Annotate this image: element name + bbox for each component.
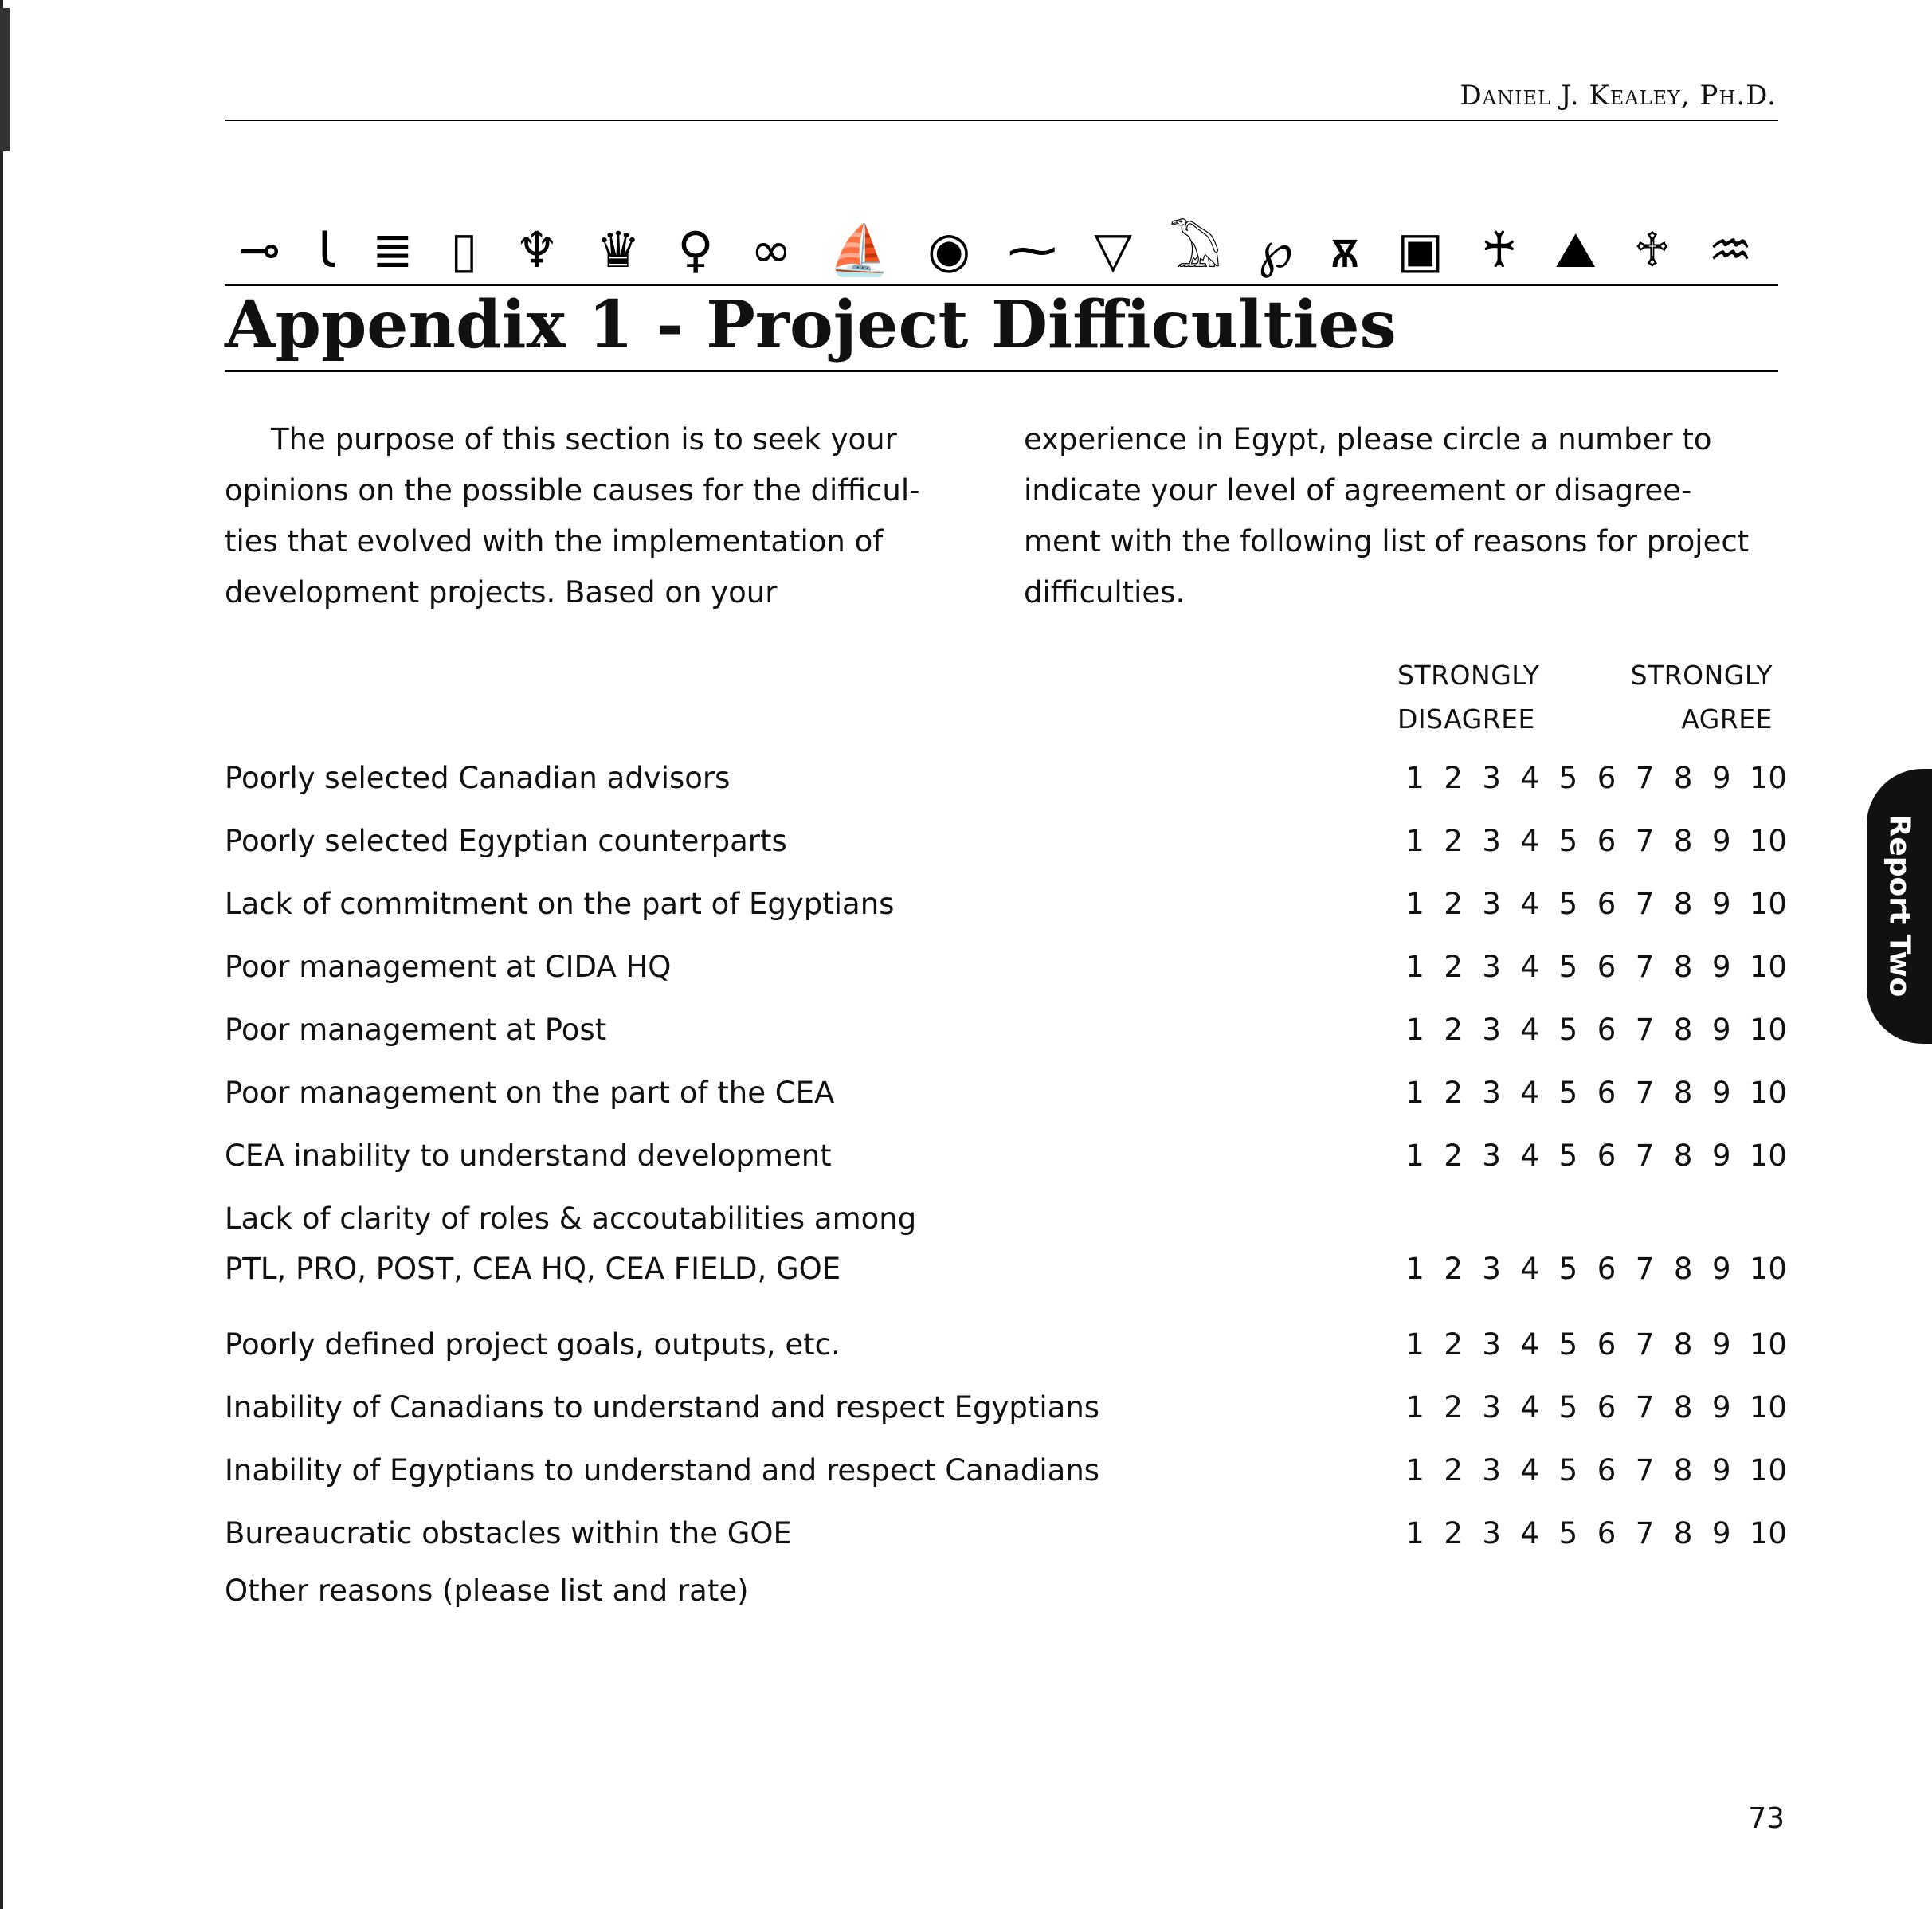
rating-option[interactable]: 10 [1749,1076,1787,1110]
rating-option[interactable]: 8 [1673,1139,1693,1173]
intro-left-line: The purpose of this section is to seek your [271,422,897,457]
rating-option[interactable]: 10 [1749,1252,1787,1286]
rating-option[interactable]: 6 [1597,1390,1617,1425]
rating-option[interactable]: 9 [1711,1327,1731,1362]
hieroglyph-icon: ⁓ [1007,221,1057,279]
rating-option[interactable]: 10 [1749,1453,1787,1488]
hieroglyph-icon: ♱ [1633,221,1671,279]
page-left-edge [0,0,3,1909]
rating-option[interactable]: 5 [1558,1327,1578,1362]
rating-option[interactable]: 2 [1444,1390,1463,1425]
rating-scale [1405,824,1787,859]
rating-option[interactable]: 1 [1405,1013,1425,1047]
hieroglyph-icon: ♒ [1708,221,1753,279]
rating-option[interactable]: 8 [1673,824,1693,858]
rating-option[interactable]: 3 [1482,1139,1501,1173]
rating-option[interactable]: 9 [1711,824,1731,858]
rating-option[interactable]: 1 [1405,1453,1425,1488]
rating-option[interactable]: 2 [1444,1013,1463,1047]
item-label [225,887,894,922]
hieroglyph-icon: ▽ [1094,221,1132,279]
rating-option[interactable]: 7 [1635,1013,1655,1047]
item-label [225,950,671,985]
rating-option[interactable]: 1 [1405,1327,1425,1362]
section-tab-label: Report Two [1883,814,1916,998]
rating-option[interactable]: 2 [1444,1076,1463,1110]
rating-option[interactable]: 7 [1635,1516,1655,1550]
rating-option[interactable]: 7 [1635,1076,1655,1110]
item-label-line: Poorly defined project goals, outputs, etc. [225,1327,841,1362]
rating-option[interactable]: 6 [1597,1076,1617,1110]
rating-option[interactable]: 7 [1635,824,1655,858]
rating-option[interactable]: 4 [1520,1327,1540,1362]
rating-option[interactable]: 10 [1749,887,1787,921]
hieroglyph-icon: ≣ [371,221,413,279]
rating-option[interactable]: 8 [1673,1516,1693,1550]
rating-option[interactable]: 1 [1405,824,1425,858]
hieroglyph-icon: ♰ [1480,221,1519,279]
rating-option[interactable]: 6 [1597,1453,1617,1488]
rating-option[interactable]: 9 [1711,1453,1731,1488]
rating-option[interactable]: 8 [1673,1252,1693,1286]
page-number: 73 [1748,1802,1785,1835]
rating-option[interactable]: 4 [1520,887,1540,921]
intro-right-line: indicate your level of agreement or disagree- [1024,473,1692,508]
rating-option[interactable]: 8 [1673,1327,1693,1362]
rating-option[interactable]: 9 [1711,1076,1731,1110]
item-label-line: Inability of Canadians to understand and respect Egyptians [225,1390,1100,1425]
rating-option[interactable]: 7 [1635,950,1655,984]
rating-option[interactable]: 1 [1405,950,1425,984]
item-label-line: Poor management on the part of the CEA [225,1076,835,1110]
hieroglyph-icon: ѫ [1330,221,1361,279]
rating-option[interactable]: 6 [1597,1327,1617,1362]
rating-option[interactable]: 1 [1405,1390,1425,1425]
rating-option[interactable]: 3 [1482,1252,1501,1286]
item-label [225,761,730,796]
rating-option[interactable]: 7 [1635,887,1655,921]
rating-option[interactable]: 10 [1749,1516,1787,1550]
rating-option[interactable]: 6 [1597,1139,1617,1173]
item-label-line: Poor management at CIDA HQ [225,950,672,984]
rating-option[interactable]: 5 [1558,1076,1578,1110]
rating-option[interactable]: 4 [1520,950,1540,984]
item-label-line: Lack of clarity of roles & accoutabilities among [225,1201,917,1236]
rating-option[interactable]: 1 [1405,887,1425,921]
rating-option[interactable]: 2 [1444,761,1463,795]
rating-option[interactable]: 6 [1597,761,1617,795]
hieroglyph-icon: ⛰ [1554,221,1597,279]
rating-option[interactable]: 3 [1482,1013,1501,1047]
rating-option[interactable]: 10 [1749,1139,1787,1173]
rating-option[interactable]: 3 [1482,1516,1501,1550]
rating-option[interactable]: 10 [1749,950,1787,984]
rating-option[interactable]: 6 [1597,1516,1617,1550]
hieroglyph-icon: 𓅐 [1169,221,1221,279]
item-label-line: Bureaucratic obstacles within the GOE [225,1516,792,1550]
rating-option[interactable]: 3 [1482,950,1501,984]
page-edge-mark [0,8,10,151]
hieroglyph-icon: ⛵ [829,221,891,279]
rating-option[interactable]: 1 [1405,1076,1425,1110]
hieroglyph-icon: ♛ [596,221,641,279]
rating-option[interactable]: 7 [1635,1327,1655,1362]
rating-option[interactable]: 2 [1444,1252,1463,1286]
title-bottom-rule [225,370,1778,372]
rating-option[interactable]: 4 [1520,761,1540,795]
rating-option[interactable]: 9 [1711,761,1731,795]
rating-option[interactable]: 3 [1482,1453,1501,1488]
rating-option[interactable]: 9 [1711,1390,1731,1425]
rating-scale [1405,761,1787,796]
rating-option[interactable]: 9 [1711,1252,1731,1286]
item-label [225,824,787,859]
rating-option[interactable]: 6 [1597,950,1617,984]
hieroglyph-icon: ♆ [515,221,559,279]
rating-option[interactable]: 10 [1749,1013,1787,1047]
rating-option[interactable]: 5 [1558,1013,1578,1047]
rating-option[interactable]: 5 [1558,1252,1578,1286]
rating-option[interactable]: 7 [1635,1252,1655,1286]
rating-option[interactable]: 10 [1749,824,1787,858]
scale-label-agree-word: AGREE [1681,704,1773,735]
rating-option[interactable]: 4 [1520,1139,1540,1173]
intro-right-line: experience in Egypt, please circle a number to [1024,422,1712,457]
item-label-line: Poor management at Post [225,1013,607,1047]
rating-option[interactable]: 4 [1520,1013,1540,1047]
rating-option[interactable]: 10 [1749,1327,1787,1362]
intro-left-line: ties that evolved with the implementation of [225,524,884,559]
title-top-rule [225,284,1778,286]
rating-scale [1405,1453,1787,1488]
rating-option[interactable]: 9 [1711,950,1731,984]
item-label-line: Inability of Egyptians to understand and respect Canadians [225,1453,1100,1488]
intro-left-line: development projects. Based on your [225,575,778,610]
rating-option[interactable]: 5 [1558,1390,1578,1425]
rating-option[interactable]: 7 [1635,1139,1655,1173]
rating-option[interactable]: 5 [1558,761,1578,795]
rating-scale [1405,887,1787,922]
intro-left-column [225,414,950,618]
scale-label-disagree [1397,653,1539,741]
rating-option[interactable]: 2 [1444,1516,1463,1550]
item-label-line: Poorly selected Canadian advisors [225,761,731,795]
item-label-line: Poorly selected Egyptian counterparts [225,824,787,858]
rating-option[interactable]: 2 [1444,1327,1463,1362]
hieroglyph-icon: ▯ [450,221,478,279]
rating-option[interactable]: 5 [1558,824,1578,858]
hieroglyph-icon: ♀ [677,221,714,279]
item-label [225,1453,1099,1488]
rating-option[interactable]: 8 [1673,761,1693,795]
rating-option[interactable]: 1 [1405,761,1425,795]
rating-option[interactable]: 2 [1444,950,1463,984]
item-label [225,1516,792,1551]
hieroglyph-icon: ◉ [927,221,971,279]
intro-right-line: difficulties. [1024,575,1185,610]
rating-option[interactable]: 1 [1405,1252,1425,1286]
item-label [225,1013,606,1048]
page-title: Appendix 1 - Project Difficulties [225,287,1397,363]
hieroglyph-icon: ℘ [1258,221,1293,279]
rating-option[interactable]: 3 [1482,1390,1501,1425]
author-header: Daniel J. Kealey, Ph.D. [1460,80,1777,112]
rating-option[interactable]: 3 [1482,761,1501,795]
hieroglyph-icon: ⊸ [239,221,280,279]
rating-scale [1405,1516,1787,1551]
rating-option[interactable]: 6 [1597,1013,1617,1047]
rating-option[interactable]: 1 [1405,1139,1425,1173]
item-label-line: CEA inability to understand development [225,1139,832,1173]
rating-scale [1405,1076,1787,1111]
rating-option[interactable]: 9 [1711,1013,1731,1047]
rating-scale [1405,1252,1787,1287]
rating-scale [1405,1139,1787,1174]
rating-option[interactable]: 4 [1520,1516,1540,1550]
rating-scale [1405,1013,1787,1048]
rating-option[interactable]: 4 [1520,1076,1540,1110]
scale-label-strongly: STRONGLY [1630,660,1773,691]
scale-label-strongly: STRONGLY [1397,660,1540,691]
rating-option[interactable]: 10 [1749,761,1787,795]
rating-option[interactable]: 7 [1635,761,1655,795]
rating-option[interactable]: 8 [1673,1076,1693,1110]
rating-option[interactable]: 2 [1444,1139,1463,1173]
other-reasons-label: Other reasons (please list and rate) [225,1574,749,1608]
rating-option[interactable]: 3 [1482,1076,1501,1110]
intro-right-column [1024,414,1797,618]
scale-label-disagree-word: DISAGREE [1397,704,1535,735]
item-label [225,1327,841,1362]
item-label [225,1201,916,1287]
rating-option[interactable]: 9 [1711,887,1731,921]
item-label [225,1076,834,1111]
rating-option[interactable]: 1 [1405,1516,1425,1550]
item-label-line: PTL, PRO, POST, CEA HQ, CEA FIELD, GOE [225,1252,841,1286]
rating-option[interactable]: 2 [1444,824,1463,858]
rating-option[interactable]: 6 [1597,887,1617,921]
rating-scale [1405,1327,1787,1362]
rating-option[interactable]: 7 [1635,1390,1655,1425]
rating-option[interactable]: 4 [1520,1390,1540,1425]
rating-scale [1405,1390,1787,1425]
rating-option[interactable]: 9 [1711,1516,1731,1550]
rating-option[interactable]: 5 [1558,1139,1578,1173]
item-label [225,1139,832,1174]
rating-option[interactable]: 5 [1558,1516,1578,1550]
rating-option[interactable]: 8 [1673,887,1693,921]
rating-option[interactable]: 9 [1711,1139,1731,1173]
rating-option[interactable]: 10 [1749,1390,1787,1425]
rating-option[interactable]: 3 [1482,1327,1501,1362]
rating-option[interactable]: 8 [1673,950,1693,984]
item-label [225,1390,1099,1425]
hieroglyph-icon: Ɩ [317,221,335,279]
rating-option[interactable]: 3 [1482,824,1501,858]
rating-option[interactable]: 6 [1597,1252,1617,1286]
rating-option[interactable]: 5 [1558,887,1578,921]
intro-left-line: opinions on the possible causes for the difficul- [225,473,920,508]
hieroglyph-icon: ∞ [750,221,792,279]
rating-option[interactable]: 4 [1520,824,1540,858]
hieroglyph-icon: ▣ [1397,221,1444,279]
scale-label-agree [1625,653,1773,741]
rating-scale [1405,950,1787,985]
item-label-line: Lack of commitment on the part of Egyptians [225,887,895,921]
rating-option[interactable]: 8 [1673,1013,1693,1047]
rating-option[interactable]: 3 [1482,887,1501,921]
rating-option[interactable]: 6 [1597,824,1617,858]
rating-option[interactable]: 8 [1673,1390,1693,1425]
header-rule [225,120,1778,121]
hieroglyph-border [239,195,1753,279]
rating-option[interactable]: 5 [1558,1453,1578,1488]
intro-right-line: ment with the following list of reasons for project [1024,524,1750,559]
rating-option[interactable]: 2 [1444,1453,1463,1488]
rating-option[interactable]: 4 [1520,1252,1540,1286]
rating-option[interactable]: 5 [1558,950,1578,984]
rating-option[interactable]: 4 [1520,1453,1540,1488]
rating-option[interactable]: 2 [1444,887,1463,921]
rating-option[interactable]: 7 [1635,1453,1655,1488]
rating-option[interactable]: 8 [1673,1453,1693,1488]
